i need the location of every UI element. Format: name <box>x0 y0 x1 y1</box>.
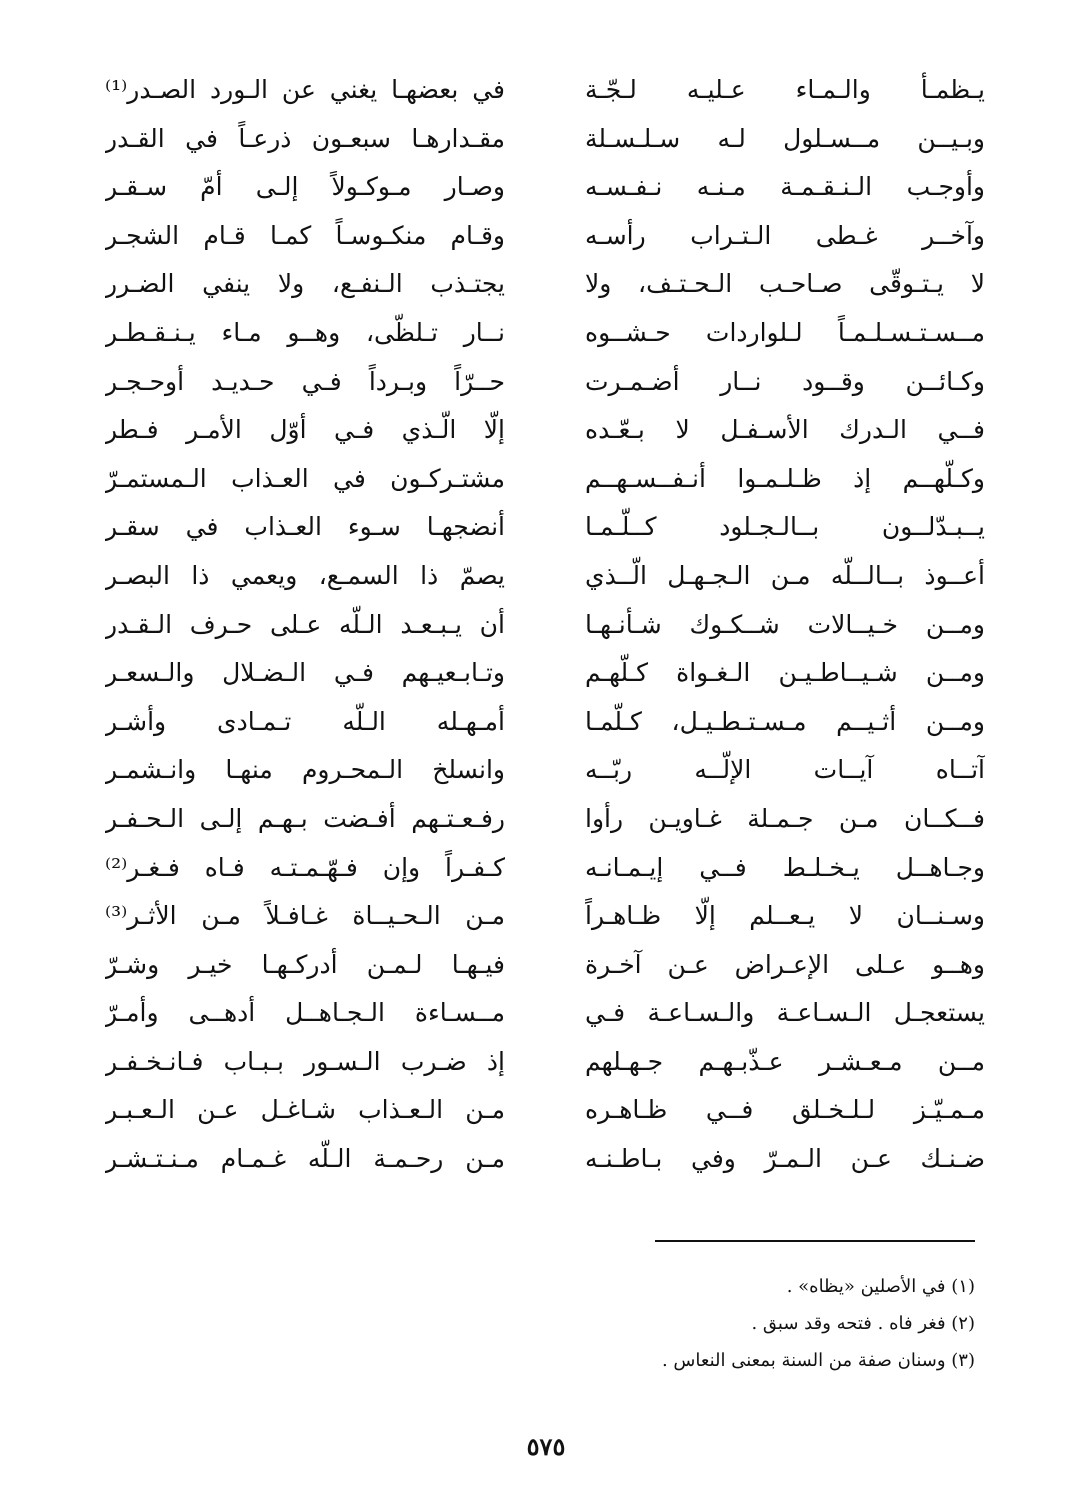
verse-right-line: ومــن أثـيــم مـسـتـطـيـل، كـلّمـا <box>585 706 985 736</box>
verse-right-line: آتــاه آيــات الإلّــه ربّــه <box>585 755 985 785</box>
poem-left-column <box>105 66 505 1216</box>
footnote-2: (٢) فغر فاه . فتحه وقد سبق . <box>751 1313 975 1334</box>
poem-right-column <box>585 66 985 1216</box>
verse-right-line: فــكــان مـن جـمـلة غـاويـن رأوا <box>585 803 985 833</box>
verse-right-line: وأوجـب الـنـقـمـة مـنـه نـفـسـه <box>585 172 985 202</box>
verse-left-line: رفـعـتـهم أفـضت بـهـم إلـى الـحـفـر <box>105 803 505 833</box>
verse-left-line: مـن الـعـذاب شـاغـل عـن الـعـبـر <box>105 1095 505 1125</box>
verse-left-line: أمـهـله الـلّه تـمـادى وأشـر <box>105 706 505 736</box>
footnotes <box>375 1268 975 1379</box>
verse-right-line: ومــن شـيــاطـيـن الـغـواة كـلّهـم <box>585 658 985 688</box>
verse-left-line: كـفـراً وإن فـهّـمـتـه فـاه فـغـر⁽²⁾ <box>105 852 505 882</box>
verse-right-line: مــسـتـسـلـمـاً لـلواردات حـشــوه <box>585 317 985 347</box>
verse-left-line: أنضجهـا سـوء العـذاب في سقـر <box>105 512 505 542</box>
verse-right-line: يــبـدّلــون بــالـجـلود كــلّـمـا <box>585 512 985 542</box>
verse-right-line: ومــن خـيــالات شــكـوك شـأنـهـا <box>585 609 985 639</box>
verse-right-line: وجـاهــل يـخـلـط فــي إيـمـانـه <box>585 852 985 882</box>
verse-left-line: مــسـاءة الـجـاهــل أدهــى وأمـرّ <box>105 998 505 1028</box>
verse-right-line: وكـائــن وقــود نــار أضـمـرت <box>585 366 985 396</box>
verse-right-line: وبـيــن مــسـلول لـه سـلـسـلة <box>585 123 985 153</box>
verse-left-line: فيـهـا لـمـن أدركـهـا خيـر وشـرّ <box>105 949 505 979</box>
verse-right-line: وكـلّهــم إذ ظـلـمـوا أنـفــسـهــم <box>585 463 985 493</box>
page-number: ٥٧٥ <box>526 1432 566 1461</box>
verse-left-line: نــار تـلظّى، وهــو مـاء يـنـقـطـر <box>105 317 505 347</box>
verse-left-line: أن يـبـعـد الـلّه عـلى حـرف الـقـدر <box>105 609 505 639</box>
verse-right-line: وسـنــان لا يـعــلم إلّا ظـاهـراً <box>585 901 985 931</box>
verse-left-line: مشتـركـون في العـذاب الـمستمـرّ <box>105 463 505 493</box>
verse-left-line: وتـابـعيـهم فـي الـضـلال والـسعـر <box>105 658 505 688</box>
verse-left-line: مـن رحـمـة الـلّه غـمـام مـنـتـشـر <box>105 1144 505 1174</box>
verse-left-line: حــرّاً وبـرداً فـي حـديـد أوحـجـر <box>105 366 505 396</box>
verse-left-line: مـن الـحـيــاة غـافـلاً مـن الأثـر⁽³⁾ <box>105 901 505 931</box>
verse-left-line: وصـار مـوكـولاً إلـى أمّ سـقـر <box>105 172 505 202</box>
verse-right-line: يـظمـأ والـمـاء عـليـه لـجّـة <box>585 75 985 104</box>
verse-left-line: وقـام منكـوسـاً كمـا قـام الشجـر <box>105 220 505 250</box>
verse-left-line: يصمّ ذا السمـع، ويعمي ذا البصـر <box>105 560 505 590</box>
footnote-1: (١) في الأصلين «يظاه» . <box>786 1276 975 1297</box>
poem-body <box>105 66 985 1216</box>
verse-right-line: مـمـيّـز لـلـخـلق فــي ظـاهـره <box>585 1095 985 1125</box>
verse-right-line: فــي الـدرك الأسـفـل لا بـعّـده <box>585 415 985 445</box>
footnote-3: (٣) وسنان صفة من السنة بمعنى النعاس . <box>661 1350 975 1371</box>
verse-right-line: ضـنـك عـن الـمـرّ وفي بـاطـنـه <box>585 1144 985 1174</box>
verse-right-line: يستعجـل الـسـاعـة والـسـاعـة فـي <box>585 998 985 1028</box>
verse-left-line: إذ ضـرب الـسـور بـبـاب فـانـخـفـر <box>105 1046 505 1076</box>
verse-left-line: في بعضهـا يغني عن الـورد الصـدر⁽¹⁾ <box>105 75 505 104</box>
verse-right-line: وآخــر غـطى الـتـراب رأسـه <box>585 220 985 250</box>
verse-right-line: وهــو عـلى الإعـراض عـن آخـرة <box>585 949 985 979</box>
footnote-separator <box>655 1240 975 1242</box>
verse-left-line: يجتـذب الـنفـع، ولا ينفي الضـرر <box>105 269 505 299</box>
verse-right-line: مــن مـعـشـر عـذّبـهـم جـهـلهم <box>585 1046 985 1076</box>
verse-left-line: إلّا الّـذي فـي أوّل الأمـر فـطر <box>105 415 505 445</box>
verse-right-line: لا يـتـوقّى صـاحـب الـحـتـف، ولا <box>585 269 985 299</box>
verse-left-line: وانسلخ الـمحـروم منهـا وانـشمـر <box>105 755 505 785</box>
verse-left-line: مقـدارهـا سبعـون ذرعـاً في القـدر <box>105 123 505 153</box>
verse-right-line: أعــوذ بــالــلّه مـن الـجـهـل الّــذي <box>585 560 985 590</box>
